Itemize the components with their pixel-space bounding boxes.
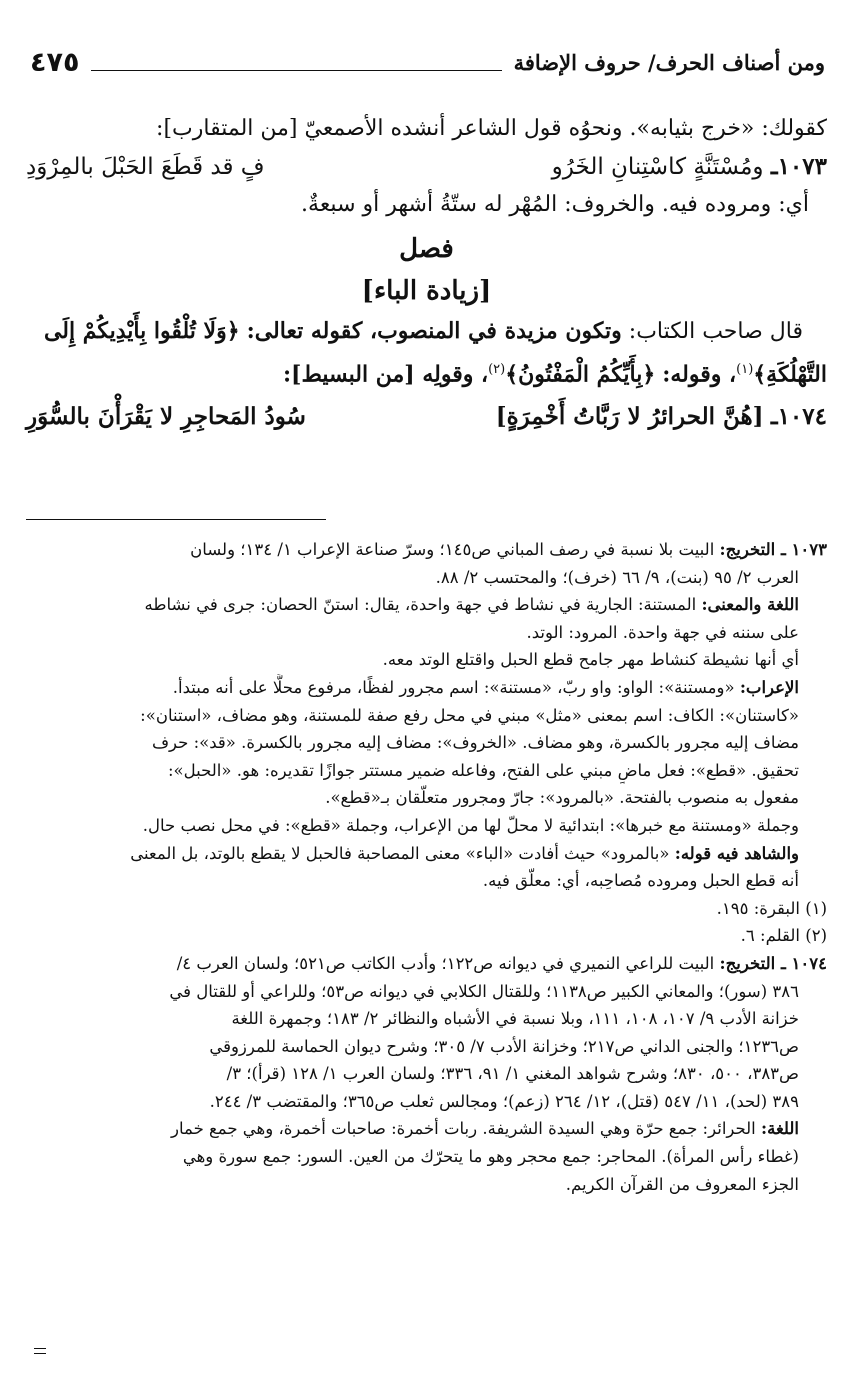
note-label: اللغة:	[761, 1119, 799, 1139]
section-title: فصل	[399, 234, 454, 264]
note-1074-line: ص٣٨٣، ٥٠٠، ٨٣٠؛ وشرح شواهد المغني ١/ ٩١، ٣٣٦؛ ولسان العرب ١/ ١٢٨ (قرأ)؛ ٣/	[226, 1064, 799, 1084]
running-title: ومن أصناف الحرف/ حروف الإضافة	[513, 49, 825, 75]
quran-quote-1: ﴿وَلَا تُلْقُوا بِأَيْدِيكُمْ إِلَى	[43, 318, 240, 344]
note-text: «بالمرود» حيث أفادت «الباء» معنى المصاحبة فالحبل لا يقطع بالوتد، بل المعنى	[130, 843, 670, 863]
note-1073-jumla: وجملة «ومستنة مع خبرها»: ابتدائية لا محلّ لها من الإعراب، وجملة «قطع»: في محل نصب حال.	[142, 815, 799, 835]
quran-quote-1-end: التَّهْلُكَةِ﴾	[753, 361, 827, 388]
note-1073-shahid	[26, 840, 827, 868]
note-1073-line	[26, 536, 827, 564]
paragraph-line-2	[26, 351, 827, 394]
footnote-2: (٢) القلم: ٦.	[740, 926, 827, 946]
note-1073-lugha	[26, 591, 827, 619]
paragraph-end: ، وقولِه [من البسيط]:	[282, 361, 489, 388]
note-label: ١٠٧٤ ـ التخريج:	[719, 953, 827, 973]
note-1073-irab	[26, 674, 827, 702]
paragraph-line-1	[26, 312, 827, 351]
footnote-1: (١) البقرة: ١٩٥.	[716, 898, 827, 918]
hemistich-text: ومُسْتَنَّةٍ كاسْتِنانِ الخَرُو	[551, 154, 764, 180]
note-1073-line: مفعول به منصوب بالفتحة. «بالمرود»: جارّ ومجرور متعلّقان بـ«قطع».	[325, 788, 799, 808]
note-text: البيت للراعي النميري في ديوانه ص١٢٢؛ وأدب الكاتب ص٥٢١؛ ولسان العرب ٤/	[176, 953, 715, 973]
verse-1074	[26, 398, 827, 436]
paragraph-rule: وتكون مزيدة في المنصوب، كقوله تعالى:	[246, 318, 622, 344]
note-label: والشاهد فيه قوله:	[674, 843, 799, 863]
note-1074-line: ص١٢٣٦؛ والجنى الداني ص٢١٧؛ وخزانة الأدب ٧/ ٣٠٥؛ وشرح ديوان الحماسة للمرزوقي	[209, 1036, 799, 1056]
hemistich-text: [هُنَّ الحرائرُ لا رَبَّاتُ أَخْمِرَةٍ]	[495, 403, 764, 431]
note-1073-line: أنه قطع الحبل ومروده مُصاحِبه، أي: معلّق فيه.	[482, 871, 799, 891]
note-label: اللغة والمعنى:	[701, 595, 799, 615]
verse-1073	[26, 148, 827, 186]
note-1074-line: (غطاء رأس المرأة). المحاجر: جمع محجر وهو ما يتحرّك من العين. السور: جمع سورة وهي	[182, 1147, 799, 1167]
note-label: ١٠٧٣ ـ التخريج:	[719, 540, 827, 559]
verse-1074-first-hemistich	[496, 398, 827, 436]
paragraph-connector: ، وقوله:	[662, 361, 737, 388]
note-1073-line: العرب ٢/ ٩٥ (بنت)، ٩/ ٦٦ (خرف)؛ والمحتسب ٢/ ٨٨.	[435, 567, 799, 587]
note-1073-line: مضاف إليه مجرور بالكسرة، وهو مضاف. «الخروف»: مضاف إليه مجرور بالكسرة. «قد»: حرف	[151, 733, 799, 753]
footnote-ref-1: (١)	[736, 362, 754, 377]
note-1074-line: خزانة الأدب ٩/ ١٠٧، ١٠٨، ١١١، وبلا نسبة في الأشباه والنظائر ٢/ ١٨٣؛ وجمهرة اللغة	[231, 1009, 799, 1029]
note-1073-meaning: أي أنها نشيطة كنشاط مهر جامح قطع الحبل واقتلع الوتد معه.	[382, 650, 799, 670]
section-subtitle: [زيادة الباء]	[361, 276, 492, 306]
footnote-ref-2: (٢)	[488, 362, 506, 377]
verse-number: ١٠٧٤ـ	[770, 403, 827, 431]
verse-1074-second-hemistich: سُودُ المَحاجِرِ لا يَقْرَأْنَ بالسُّوَرِ	[26, 403, 306, 431]
page-mark	[34, 1348, 46, 1349]
note-1074-lugha	[26, 1115, 827, 1143]
quran-quote-2: ﴿بِأَيِّكُمُ الْمَفْتُونُ﴾	[505, 361, 656, 388]
verse-1073-second-hemistich: فٍ قد قَطَعَ الحَبْلَ بالمِرْوَدِ	[26, 154, 265, 180]
note-1073-line: «كاستنان»: الكاف: اسم بمعنى «مثل» مبني في محل رفع صفة للمستنة، وهو مضاف، «استنان»:	[140, 705, 799, 725]
page-number: ٤٧٥	[30, 46, 80, 78]
paragraph-intro: قال صاحب الكتاب:	[628, 319, 803, 344]
note-1074-line: ٣٨٦ (سور)؛ والمعاني الكبير ص١١٣٨؛ وللقتال الكلابي في ديوانه ص٥٣؛ وللراعي أو للقتال في	[169, 981, 799, 1001]
note-text: «ومستنة»: الواو: واو ربّ، «مستنة»: اسم مجرور لفظًا، مرفوع محلًّا على أنه مبتدأ.	[172, 677, 735, 697]
note-label: الإعراب:	[739, 677, 799, 697]
note-1074-line: الجزء المعروف من القرآن الكريم.	[565, 1174, 799, 1194]
note-text: المستنة: الجارية في نشاط في جهة واحدة، يقال: استنّ الحصان: جرى في نشاطه	[144, 595, 697, 615]
footnote-separator	[26, 519, 326, 520]
page-mark	[34, 1353, 46, 1354]
note-1073-line: تحقيق. «قطع»: فعل ماضٍ مبني على الفتح، وفاعله ضمير مستتر جوازًا تقديره: هو. «الحبل»:	[168, 760, 799, 780]
note-1074-line	[26, 950, 827, 978]
note-1073-line: على سننه في جهة واحدة. المرود: الوتد.	[526, 622, 799, 642]
note-text: البيت بلا نسبة في رصف المباني ص١٤٥؛ وسرّ صناعة الإعراب ١/ ١٣٤؛ ولسان	[190, 540, 715, 559]
note-1074-line: ٣٨٩ (لحد)، ١١/ ٥٤٧ (قتل)، ١٢/ ٢٦٤ (زعم)؛ ومجالس ثعلب ص٣٦٥؛ والمقتضب ٣/ ٢٤٤.	[209, 1091, 799, 1111]
verse-number: ١٠٧٣ـ	[770, 153, 827, 180]
intro-line: كقولك: «خرج بثيابه». ونحوُه قول الشاعر أنشده الأصمعيّ [من المتقارب]:	[156, 116, 827, 141]
running-header	[30, 42, 825, 82]
main-text	[26, 110, 827, 436]
verse-1073-first-hemistich	[552, 148, 827, 186]
note-text: الحرائر: جمع حرّة وهي السيدة الشريفة. ربات أخمرة: صاحبات أخمرة، وهي جمع خمار	[171, 1119, 756, 1139]
header-rule	[91, 70, 501, 71]
footnotes	[26, 536, 827, 1198]
explanation-line: أي: ومروده فيه. والخروف: المُهْر له ستّةُ أشهر أو سبعةٌ.	[301, 192, 809, 217]
